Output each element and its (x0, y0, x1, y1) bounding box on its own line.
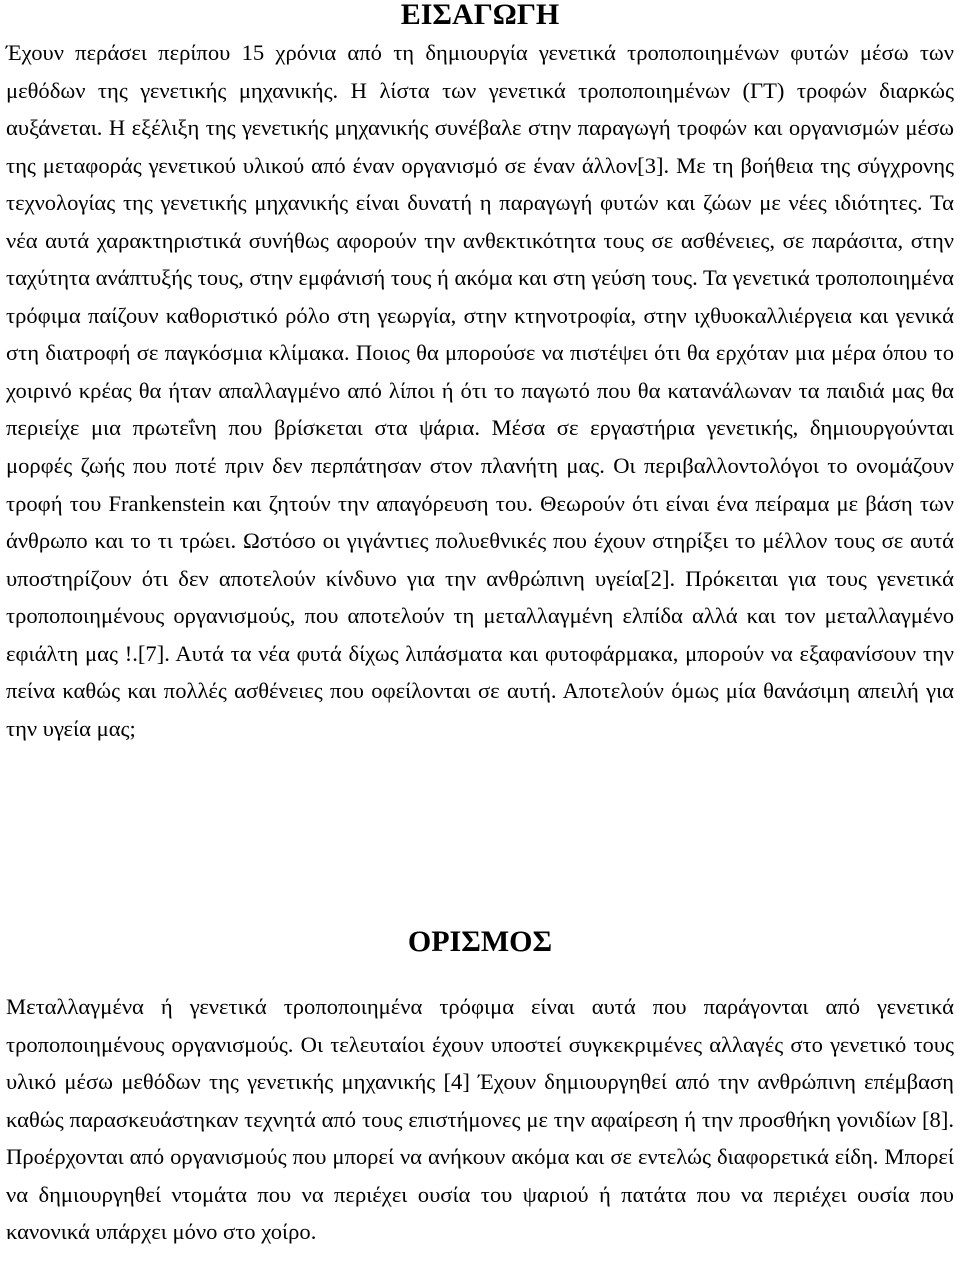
section-spacer (0, 974, 960, 988)
definition-paragraph: Μεταλλαγμένα ή γενετικά τροποποιημένα τρόφιμα είναι αυτά που παράγονται από γενετικά τροποποιημένους οργανισμούς. Οι τελευταίοι έχουν υποστεί συγκεκριμένες αλλαγές στο γενετικό τους υλικό μέσω μεθόδων της γενετικής μηχανικής [4] Έχουν δημιουργηθεί από την ανθρώπινη επέμβαση καθώς παρασκευάστηκαν τεχνητά από τους επιστήμονες με την αφαίρεση ή την προσθήκη γονιδίων [8]. Προέρχονται από οργανισμούς που μπορεί να ανήκουν ακόμα και σε εντελώς διαφορετικά είδη. Μπορεί να δημιουργηθεί ντομάτα που να περιέχει ουσία του ψαριού ή πατάτα που να περιέχει ουσία που κανονικά υπάρχει μόνο στο χοίρο. (6, 994, 954, 1245)
section-spacer (0, 874, 960, 910)
section-title-intro: ΕΙΣΑΓΩΓΗ (400, 0, 560, 31)
section-title-definition: ΟΡΙΣΜΟΣ (407, 925, 553, 958)
intro-paragraph: Έχουν περάσει περίπου 15 χρόνια από τη δημιουργία γενετικά τροποποιημένων φυτών μέσω των μεθόδων της γενετικής μηχανικής. Η λίστα των γενετικά τροποποιημένων (ΓΤ) τροφών διαρκώς αυξάνεται. Η εξέλιξη της γενετικής μηχανικής συνέβαλε στην παραγωγή τροφών και οργανισμών μέσω της μεταφοράς γενετικού υλικού από έναν οργανισμό σε έναν άλλον[3]. Με τη βοήθεια της σύγχρονης τεχνολογίας της γενετικής μηχανικής είναι δυνατή η παραγωγή φυτών και ζώων με νέες ιδιότητες. Τα νέα αυτά χαρακτηριστικά συνήθως αφορούν την ανθεκτικότητα τους σε ασθένειες, σε παράσιτα, στην ταχύτητα ανάπτυξής τους, στην εμφάνισή τους ή ακόμα και στη γεύση τους. Τα γενετικά τροποποιημένα τρόφιμα παίζουν καθοριστικό ρόλο στη γεωργία, στην κτηνοτροφία, στην ιχθυοκαλλιέργεια και γενικά στη διατροφή σε παγκόσμια κλίμακα. Ποιος θα μπορούσε να πιστέψει ότι θα ερχόταν μια μέρα όπου το χοιρινό κρέας θα ήταν απαλλαγμένο από λίποι ή ότι το παγωτό που θα κατανάλωναν τα παιδιά μας θα περιείχε μια πρωτεΐνη που βρίσκεται στα ψάρια. Μέσα σε εργαστήρια γενετικής, δημιουργούνται μορφές ζωής που ποτέ πριν δεν περπάτησαν στον πλανήτη μας. Οι περιβαλλοντολόγοι το ονομάζουν τροφή του Frankenstein και ζητούν την απαγόρευση του. Θεωρούν ότι είναι ένα πείραμα με βάση των άνθρωπο και το τι τρώει. Ωστόσο οι γιγάντιες πολυεθνικές που έχουν στηρίξει το μέλλον τους σε αυτά υποστηρίζουν ότι δεν αποτελούν κίνδυνο για την ανθρώπινη υγεία[2]. Πρόκειται για τους γενετικά τροποποιημένους οργανισμούς, που αποτελούν τη μεταλλαγμένη ελπίδα αλλά και τον μεταλλαγμένο εφιάλτη μας !.[7]. Αυτά τα νέα φυτά δίχως λιπάσματα και φυτοφάρμακα, μπορούν να εξαφανίσουν την πείνα καθώς και πολλές ασθένειες που οφείλονται σε αυτή. Αποτελούν όμως μία θανάσιμη απειλή για την υγεία μας; (6, 40, 954, 741)
